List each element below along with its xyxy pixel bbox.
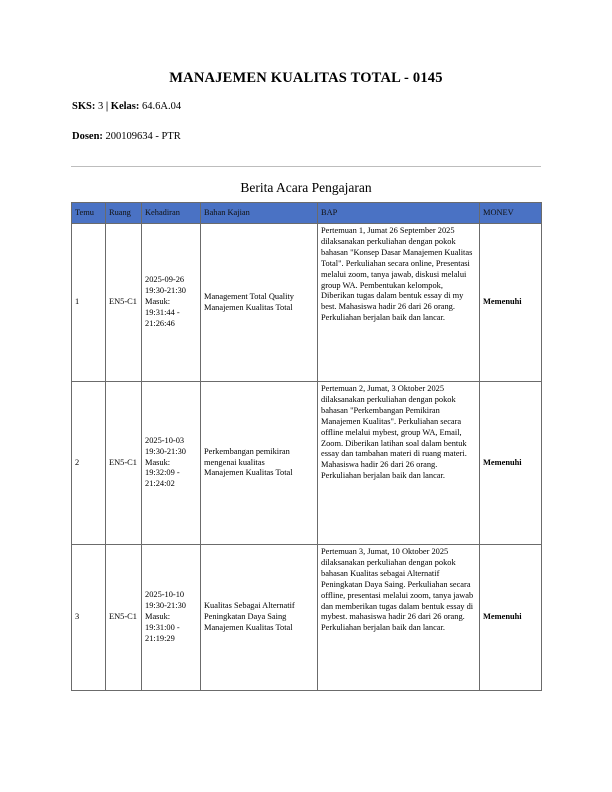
cell-temu: 2: [72, 382, 106, 545]
cell-monev: Memenuhi: [480, 545, 542, 691]
kehadiran-masuk: Masuk: 19:31:44 - 21:26:46: [145, 297, 180, 328]
sks-kelas-line: SKS: 3 | Kelas: 64.6A.04: [72, 101, 182, 112]
cell-bap: Pertemuan 1, Jumat 26 September 2025 dilaksanakan perkuliahan dengan pokok bahasan "Konsep Dasar Manajemen Kualitas Total". Perkuliahan secara online, Presentasi melalui zoom, tanya jawab, diskusi melalui group WA. Pembentukan kelompok, Diberikan tugas dalam bentuk essay di my best. Mahasiswa hadir 26 dari 26 orang. Perkuliahan berjalan baik dan lancar.: [318, 224, 480, 382]
table-header-row: [72, 203, 542, 224]
header-temu: Temu: [72, 203, 106, 224]
bahan-topic: Perkembangan pemikiran mengenai kualitas: [204, 446, 290, 467]
cell-bahan-kajian: [201, 382, 318, 545]
header-bap: BAP: [318, 203, 480, 224]
cell-monev: Memenuhi: [480, 224, 542, 382]
bahan-course: Manajemen Kualitas Total: [204, 302, 293, 312]
cell-bahan-kajian: [201, 224, 318, 382]
cell-bahan-kajian: [201, 545, 318, 691]
cell-ruang: EN5-C1: [106, 224, 142, 382]
header-ruang: Ruang: [106, 203, 142, 224]
kehadiran-time: 2025-10-03 19:30-21:30: [145, 435, 186, 456]
kelas-label: Kelas:: [110, 101, 140, 112]
sks-value: 3: [97, 101, 104, 112]
table-row: [72, 382, 542, 545]
bahan-course: Manajemen Kualitas Total: [204, 622, 293, 632]
dosen-label: Dosen:: [72, 131, 103, 142]
kehadiran-time: 2025-10-10 19:30-21:30: [145, 590, 186, 611]
kehadiran-masuk: Masuk: 19:32:09 - 21:24:02: [145, 457, 180, 489]
table-row: [72, 545, 542, 691]
header-bahan-kajian: Bahan Kajian: [201, 203, 318, 224]
divider: [71, 166, 541, 167]
bahan-course: Manajemen Kualitas Total: [204, 468, 293, 478]
kelas-value: 64.6A.04: [141, 101, 182, 112]
cell-ruang: EN5-C1: [106, 382, 142, 545]
bahan-topic: Kualitas Sebagai Alternatif Peningkatan Daya Saing: [204, 601, 295, 622]
dosen-line: [72, 131, 181, 142]
table-row: [72, 224, 542, 382]
cell-monev: Memenuhi: [480, 382, 542, 545]
cell-ruang: EN5-C1: [106, 545, 142, 691]
cell-kehadiran: [142, 224, 201, 382]
section-title: Berita Acara Pengajaran: [240, 180, 372, 195]
cell-bap: Pertemuan 2, Jumat, 3 Oktober 2025 dilaksanakan perkuliahan dengan pokok bahasan "Perkembangan Pemikiran Manajemen Kualitas". Perkuliahan secara offline melalui mybest, group WA, Email, Zoom. Diberikan latihan soal dalam bentuk essay dan tambahan materi di ruang materi. Mahasiswa hadir 26 dari 26 orang. Perkuliahan berjalan baik dan lancar.: [318, 382, 480, 545]
cell-kehadiran: [142, 545, 201, 691]
cell-temu: 3: [72, 545, 106, 691]
kehadiran-time: 2025-09-26 19:30-21:30: [145, 275, 186, 296]
cell-bap: Pertemuan 3, Jumat, 10 Oktober 2025 dilaksanakan perkuliahan dengan pokok bahasan Kualitas sebagai Alternatif Peningkatan Daya Saing. Perkuliahan secara offline, presentasi melalui zoom, tanya jawab dan memberikan tugas dalam bentuk essay di mybest. mahasiswa hadir 26 dari 26 orang. Perkuliahan berjalan baik dan lancar.: [318, 545, 480, 691]
bap-table: [71, 202, 542, 691]
cell-temu: 1: [72, 224, 106, 382]
header-monev: MONEV: [480, 203, 542, 224]
kehadiran-masuk: Masuk: 19:31:00 - 21:19:29: [145, 612, 180, 643]
document-title: MANAJEMEN KUALITAS TOTAL - 0145: [169, 70, 443, 86]
sks-label: SKS:: [72, 101, 96, 112]
header-kehadiran: Kehadiran: [142, 203, 201, 224]
bahan-topic: Management Total Quality: [204, 291, 294, 301]
cell-kehadiran: [142, 382, 201, 545]
dosen-value: 200109634 - PTR: [105, 131, 181, 142]
